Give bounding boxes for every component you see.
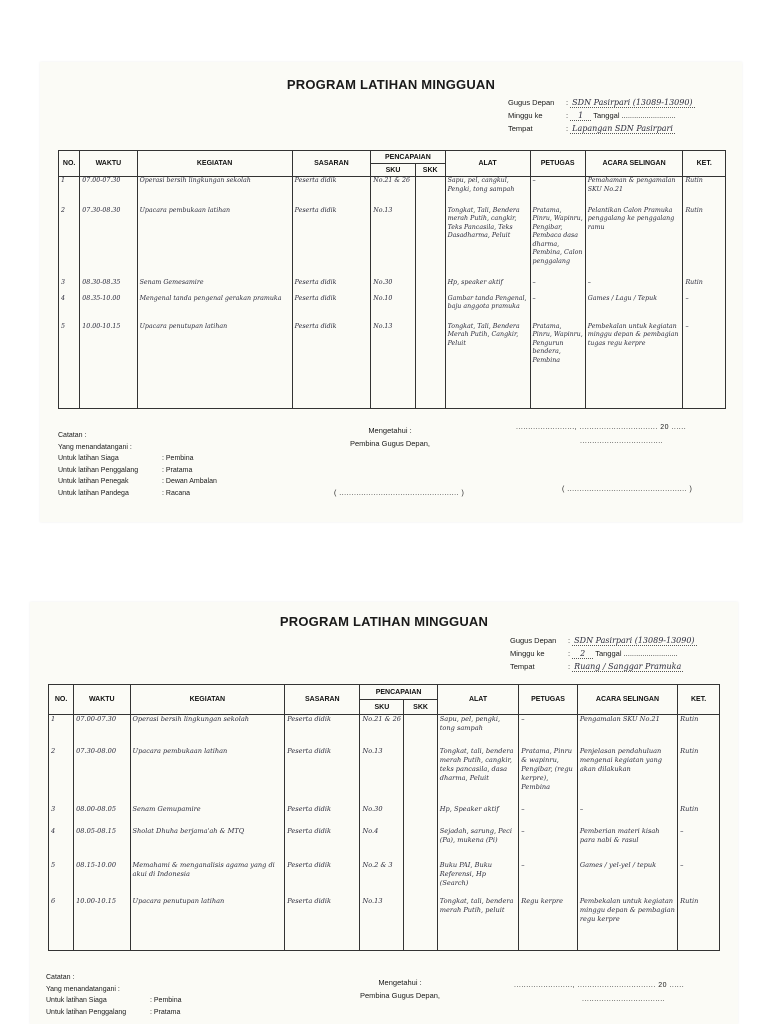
mengetahui-label: Mengetahui : <box>378 978 422 987</box>
cell-sasaran: Peserta didik <box>285 897 360 951</box>
signer-key: Untuk latihan Siaga <box>46 997 107 1004</box>
cell-acara: Pembekalan untuk kegiatan minggu depan & pembagian regu kerpre <box>577 897 677 951</box>
gugus-label: Gugus Depan <box>510 636 557 645</box>
catatan-label: Catatan : <box>58 432 87 439</box>
header-pencapaian: PENCAPAIAN <box>360 685 437 700</box>
cell-waktu: 08.00-08.05 <box>74 805 130 827</box>
cell-kegiatan: Upacara pembukaan latihan <box>137 207 292 279</box>
mengetahui-block <box>330 976 470 1002</box>
cell-ket: Rutin <box>678 747 720 805</box>
dots-line: .................................. <box>580 438 664 445</box>
minggu-value: 2 <box>572 649 593 659</box>
cell-waktu: 08.30-08.35 <box>80 279 137 295</box>
cell-ket: – <box>678 827 720 861</box>
cell-sasaran: Peserta didik <box>285 861 360 897</box>
cell-skk <box>415 323 445 409</box>
cell-skk <box>415 207 445 279</box>
table-row <box>59 323 726 409</box>
table-row <box>49 861 720 897</box>
cell-petugas: Pratama, Pinru, Wapinru, Pengibar, Pembaca dasa dharma, Pembina, Calon penggalang <box>530 207 585 279</box>
dots-line: .................................. <box>582 996 666 1003</box>
header-acara-selingan: ACARA SELINGAN <box>585 151 683 177</box>
cell-petugas: – <box>530 279 585 295</box>
footer-notes <box>46 972 182 1018</box>
sheet-title: PROGRAM LATIHAN MINGGUAN <box>279 614 489 629</box>
cell-petugas: – <box>519 805 578 827</box>
cell-no: 2 <box>59 207 80 279</box>
cell-ket: Rutin <box>683 207 726 279</box>
signer-value: : Pembina <box>150 997 182 1004</box>
table-row <box>49 897 720 951</box>
cell-alat: Sejadah, sarung, Peci (Pa), mukena (Pi) <box>437 827 519 861</box>
sheet-title: PROGRAM LATIHAN MINGGUAN <box>286 77 496 92</box>
cell-acara: Pemahaman & pengamalan SKU No.21 <box>585 177 683 207</box>
table-row <box>49 827 720 861</box>
table-row <box>49 805 720 827</box>
cell-sasaran: Peserta didik <box>292 177 371 207</box>
tanggal-label: Tanggal <box>593 111 620 120</box>
signer-key: Untuk latihan Penggalang <box>46 1008 127 1016</box>
header-sasaran: SASARAN <box>292 151 371 177</box>
program-sheet-week-2 <box>30 602 738 1024</box>
signer-value: : Dewan Ambalan <box>162 478 217 485</box>
minggu-value: 1 <box>570 111 591 121</box>
gugus-value: SDN Pasirpari (13089-13090) <box>574 636 695 645</box>
signer-value: : Pembina <box>162 455 194 462</box>
table-row <box>59 279 726 295</box>
cell-skk <box>415 279 445 295</box>
cell-kegiatan: Sholat Dhuha berjama'ah & MTQ <box>130 827 285 861</box>
sheet-meta: Gugus Depan : SDN Pasirpari (13089-13090) Minggu ke : 1 Tanggal .......................... Tempat : Lapangan SDN Pasirpari <box>508 98 693 133</box>
cell-skk <box>415 295 445 323</box>
cell-sasaran: Peserta didik <box>292 295 371 323</box>
cell-alat: Tongkat, tali, bendera merah Putih, peluit <box>437 897 519 951</box>
tanggal-label: Tanggal <box>595 649 622 658</box>
header-skk: SKK <box>415 164 445 177</box>
cell-acara: Games / yel-yel / tepuk <box>577 861 677 897</box>
signer-value: : Racana <box>162 489 191 497</box>
cell-sku: No.13 <box>371 207 416 279</box>
cell-sasaran: Peserta didik <box>285 805 360 827</box>
cell-waktu: 08.15-10.00 <box>74 861 130 897</box>
minggu-label: Minggu ke <box>508 111 543 120</box>
cell-skk <box>404 715 437 747</box>
cell-sku: No.30 <box>371 279 416 295</box>
header-sku: SKU <box>371 164 416 177</box>
cell-waktu: 08.35-10.00 <box>80 295 137 323</box>
cell-acara: Penjelasan pendahuluan mengenai kegiatan yang akan dilakukan <box>577 747 677 805</box>
cell-sasaran: Peserta didik <box>292 323 371 409</box>
cell-ket: Rutin <box>683 177 726 207</box>
header-petugas: PETUGAS <box>519 685 578 715</box>
cell-alat: Buku PAI, Buku Referensi, Hp (Search) <box>437 861 519 897</box>
header-alat: ALAT <box>445 151 530 177</box>
cell-no: 4 <box>59 295 80 323</box>
gugus-label: Gugus Depan <box>508 98 555 107</box>
signer-value: : Pratama <box>150 1008 181 1016</box>
cell-petugas: – <box>530 177 585 207</box>
cell-kegiatan: Mengenal tanda pengenal gerakan pramuka <box>137 295 292 323</box>
cell-acara: Pemberian materi kisah para nabi & rasul <box>577 827 677 861</box>
mengetahui-label: Mengetahui : <box>368 426 412 435</box>
header-acara-selingan: ACARA SELINGAN <box>577 685 677 715</box>
cell-ket: – <box>683 323 726 409</box>
cell-waktu: 07.30-08.30 <box>80 207 137 279</box>
cell-kegiatan: Senam Gemesamire <box>137 279 292 295</box>
header-kegiatan: KEGIATAN <box>137 151 292 177</box>
cell-acara: Pembekalan untuk kegiatan minggu depan & pembagian tugas regu kerpre <box>585 323 683 409</box>
header-skk: SKK <box>404 700 437 715</box>
header-ket: KET. <box>678 685 720 715</box>
cell-no: 1 <box>49 715 74 747</box>
cell-ket: – <box>678 861 720 897</box>
cell-alat: Sapu, pel, pengki, tong sampah <box>437 715 519 747</box>
cell-kegiatan: Operasi bersih lingkungan sekolah <box>130 715 285 747</box>
cell-no: 1 <box>59 177 80 207</box>
minggu-label: Minggu ke <box>510 649 545 658</box>
cell-ket: – <box>683 295 726 323</box>
cell-petugas: – <box>530 295 585 323</box>
cell-ket: Rutin <box>678 897 720 951</box>
cell-acara: – <box>577 805 677 827</box>
cell-acara: Games / Lagu / Tepuk <box>585 295 683 323</box>
signer-key: Untuk latihan Penegak <box>58 478 129 485</box>
header-waktu: WAKTU <box>80 151 137 177</box>
signer-key: Untuk latihan Penggalang <box>58 466 139 474</box>
gugus-value: SDN Pasirpari (13089-13090) <box>572 98 693 107</box>
header-no: NO. <box>49 685 74 715</box>
cell-waktu: 10.00-10.15 <box>80 323 137 409</box>
table-row <box>59 295 726 323</box>
cell-no: 5 <box>59 323 80 409</box>
cell-kegiatan: Operasi bersih lingkungan sekolah <box>137 177 292 207</box>
cell-skk <box>404 747 437 805</box>
table-row <box>59 177 726 207</box>
cell-no: 2 <box>49 747 74 805</box>
signers-label: Yang menandatangani : <box>58 443 132 451</box>
cell-sasaran: Peserta didik <box>285 715 360 747</box>
cell-alat: Gambar tanda Pengenal, baju anggota pramuka <box>445 295 530 323</box>
cell-alat: Hp, Speaker aktif <box>437 805 519 827</box>
signature-right: ( ................................................. ) <box>562 486 693 493</box>
table-row <box>49 747 720 805</box>
cell-sku: No.4 <box>360 827 404 861</box>
cell-skk <box>415 177 445 207</box>
cell-petugas: Pratama, Pinru & wapinru, Pengibar, (regu kerpre), Pembina <box>519 747 578 805</box>
cell-alat: Tongkat, tali, bendera merah Putih, cangkir, teks pancasila, dasa dharma, Peluit <box>437 747 519 805</box>
cell-sasaran: Peserta didik <box>285 747 360 805</box>
header-kegiatan: KEGIATAN <box>130 685 285 715</box>
cell-kegiatan: Upacara penutupan latihan <box>137 323 292 409</box>
cell-sasaran: Peserta didik <box>285 827 360 861</box>
cell-sku: No.13 <box>360 747 404 805</box>
cell-petugas: Regu kerpre <box>519 897 578 951</box>
signer-value: : Pratama <box>162 466 193 474</box>
cell-alat: Tongkat, Tali, Bendera Merah Putih, Cangkir, Peluit <box>445 323 530 409</box>
tempat-label: Tempat <box>508 124 533 133</box>
tempat-label: Tempat <box>510 662 535 671</box>
cell-alat: Hp, speaker aktif <box>445 279 530 295</box>
cell-no: 5 <box>49 861 74 897</box>
header-sku: SKU <box>360 700 404 715</box>
cell-sku: No.21 & 26 <box>360 715 404 747</box>
cell-no: 3 <box>59 279 80 295</box>
cell-no: 3 <box>49 805 74 827</box>
cell-sku: No.10 <box>371 295 416 323</box>
cell-sku: No.30 <box>360 805 404 827</box>
cell-waktu: 07.30-08.00 <box>74 747 130 805</box>
cell-kegiatan: Upacara penutupan latihan <box>130 897 285 951</box>
header-ket: KET. <box>683 151 726 177</box>
signer-key: Untuk latihan Siaga <box>58 455 119 462</box>
header-waktu: WAKTU <box>74 685 130 715</box>
cell-sku: No.2 & 3 <box>360 861 404 897</box>
program-table <box>48 684 720 951</box>
cell-acara: – <box>585 279 683 295</box>
cell-sku: No.13 <box>371 323 416 409</box>
table-row <box>59 207 726 279</box>
pembina-gugus-label: Pembina Gugus Depan, <box>349 439 431 448</box>
cell-acara: Pengamalan SKU No.21 <box>577 715 677 747</box>
cell-skk <box>404 897 437 951</box>
cell-waktu: 07.00-07.30 <box>74 715 130 747</box>
pembina-gugus-label: Pembina Gugus Depan, <box>359 991 441 1000</box>
cell-petugas: – <box>519 827 578 861</box>
cell-ket: Rutin <box>678 715 720 747</box>
header-pencapaian: PENCAPAIAN <box>371 151 445 164</box>
tempat-value: Ruang / Sanggar Pramuka <box>574 662 682 671</box>
mengetahui-block <box>320 424 460 450</box>
cell-acara: Pelantikan Calon Pramuka penggalang ke penggalang ramu <box>585 207 683 279</box>
cell-kegiatan: Senam Gemupamire <box>130 805 285 827</box>
cell-sku: No.21 & 26 <box>371 177 416 207</box>
date-line: ........................, ................................ 20 ...... <box>514 982 685 989</box>
cell-petugas: – <box>519 861 578 897</box>
cell-skk <box>404 827 437 861</box>
cell-petugas: Pratama, Pinru, Wapinru, Pengurun bendera, Pembina <box>530 323 585 409</box>
date-line: ........................, ................................ 20 ...... <box>516 424 687 431</box>
cell-waktu: 08.05-08.15 <box>74 827 130 861</box>
cell-kegiatan: Memahami & menganalisis agama yang di akui di Indonesia <box>130 861 285 897</box>
cell-skk <box>404 861 437 897</box>
tempat-value: Lapangan SDN Pasirpari <box>572 124 673 133</box>
cell-sku: No.13 <box>360 897 404 951</box>
cell-sasaran: Peserta didik <box>292 207 371 279</box>
signers-label: Yang menandatangani : <box>46 985 120 993</box>
table-row <box>49 715 720 747</box>
cell-alat: Sapu, pel, cangkul, Pengki, tong sampah <box>445 177 530 207</box>
cell-ket: Rutin <box>683 279 726 295</box>
cell-alat: Tongkat, Tali, Bendera merah Putih, cangkir, Teks Pancasila, Teks Dasadharma, Peluit <box>445 207 530 279</box>
cell-sasaran: Peserta didik <box>292 279 371 295</box>
program-sheet-week-1 <box>40 62 742 522</box>
sheet-meta: Gugus Depan : SDN Pasirpari (13089-13090) Minggu ke : 2 Tanggal .......................... Tempat : Ruang / Sanggar Pramuka <box>510 636 695 671</box>
cell-ket: Rutin <box>678 805 720 827</box>
catatan-label: Catatan : <box>46 974 75 981</box>
signature-left: ( ................................................. ) <box>334 490 465 497</box>
header-alat: ALAT <box>437 685 519 715</box>
header-petugas: PETUGAS <box>530 151 585 177</box>
header-no: NO. <box>59 151 80 177</box>
footer-notes <box>58 430 217 499</box>
cell-no: 4 <box>49 827 74 861</box>
signer-key: Untuk latihan Pandega <box>58 489 129 497</box>
cell-petugas: – <box>519 715 578 747</box>
header-sasaran: SASARAN <box>285 685 360 715</box>
cell-kegiatan: Upacara pembukaan latihan <box>130 747 285 805</box>
cell-skk <box>404 805 437 827</box>
cell-waktu: 10.00-10.15 <box>74 897 130 951</box>
cell-waktu: 07.00-07.30 <box>80 177 137 207</box>
program-table <box>58 150 726 409</box>
cell-no: 6 <box>49 897 74 951</box>
